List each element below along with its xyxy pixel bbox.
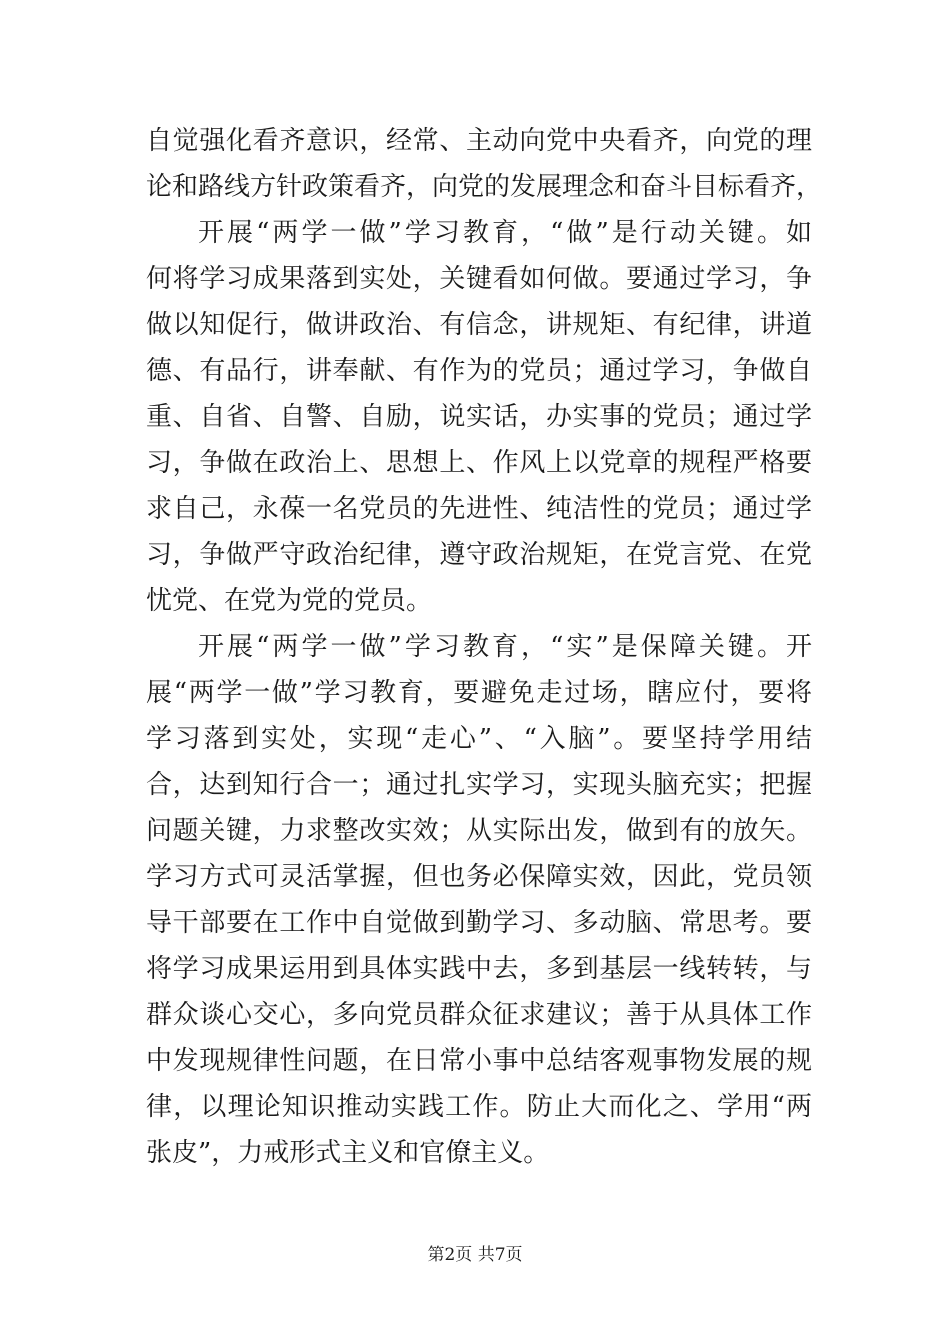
text-line: 群众谈心交心，多向党员群众征求建议；善于从具体工作 [146, 1000, 812, 1030]
text-line: 忧党、在党为党的党员。 [146, 586, 433, 616]
text-line: 学习方式可灵活掌握，但也务必保障实效，因此，党员领 [146, 862, 812, 892]
text-line: 学习落到实处，实现“走心”、“入脑”。要坚持学用结 [146, 724, 812, 754]
text-line: 论和路线方针政策看齐，向党的发展理念和奋斗目标看齐， [146, 172, 823, 202]
text-line: 习，争做严守政治纪律，遵守政治规矩，在党言党、在党 [146, 540, 812, 570]
text-line: 问题关键，力求整改实效；从实际出发，做到有的放矢。 [146, 816, 812, 846]
document-body [146, 118, 823, 1176]
text-line: 开展“两学一做”学习教育，“实”是保障关键。开 [198, 632, 812, 662]
text-line: 开展“两学一做”学习教育，“做”是行动关键。如 [198, 218, 812, 248]
text-line: 重、自省、自警、自励，说实话，办实事的党员；通过学 [146, 402, 812, 432]
text-line: 求自己，永葆一名党员的先进性、纯洁性的党员；通过学 [146, 494, 812, 524]
text-line: 做以知促行，做讲政治、有信念，讲规矩、有纪律，讲道 [146, 310, 812, 340]
text-line: 张皮”，力戒形式主义和官僚主义。 [146, 1138, 550, 1168]
text-line: 律，以理论知识推动实践工作。防止大而化之、学用“两 [146, 1092, 812, 1122]
text-line: 中发现规律性问题，在日常小事中总结客观事物发展的规 [146, 1046, 812, 1076]
page-footer: 第2页 共7页 [427, 1245, 523, 1265]
text-line: 德、有品行，讲奉献、有作为的党员；通过学习，争做自 [146, 356, 812, 386]
text-line: 习，争做在政治上、思想上、作风上以党章的规程严格要 [146, 448, 812, 478]
text-line: 展“两学一做”学习教育，要避免走过场，瞎应付，要将 [146, 678, 812, 708]
text-line: 导干部要在工作中自觉做到勤学习、多动脑、常思考。要 [146, 908, 812, 938]
text-line: 何将学习成果落到实处，关键看如何做。要通过学习，争 [146, 264, 812, 294]
text-line: 自觉强化看齐意识，经常、主动向党中央看齐，向党的理 [146, 126, 812, 156]
text-line: 将学习成果运用到具体实践中去，多到基层一线转转，与 [146, 954, 812, 984]
text-line: 合，达到知行合一；通过扎实学习，实现头脑充实；把握 [146, 770, 812, 800]
